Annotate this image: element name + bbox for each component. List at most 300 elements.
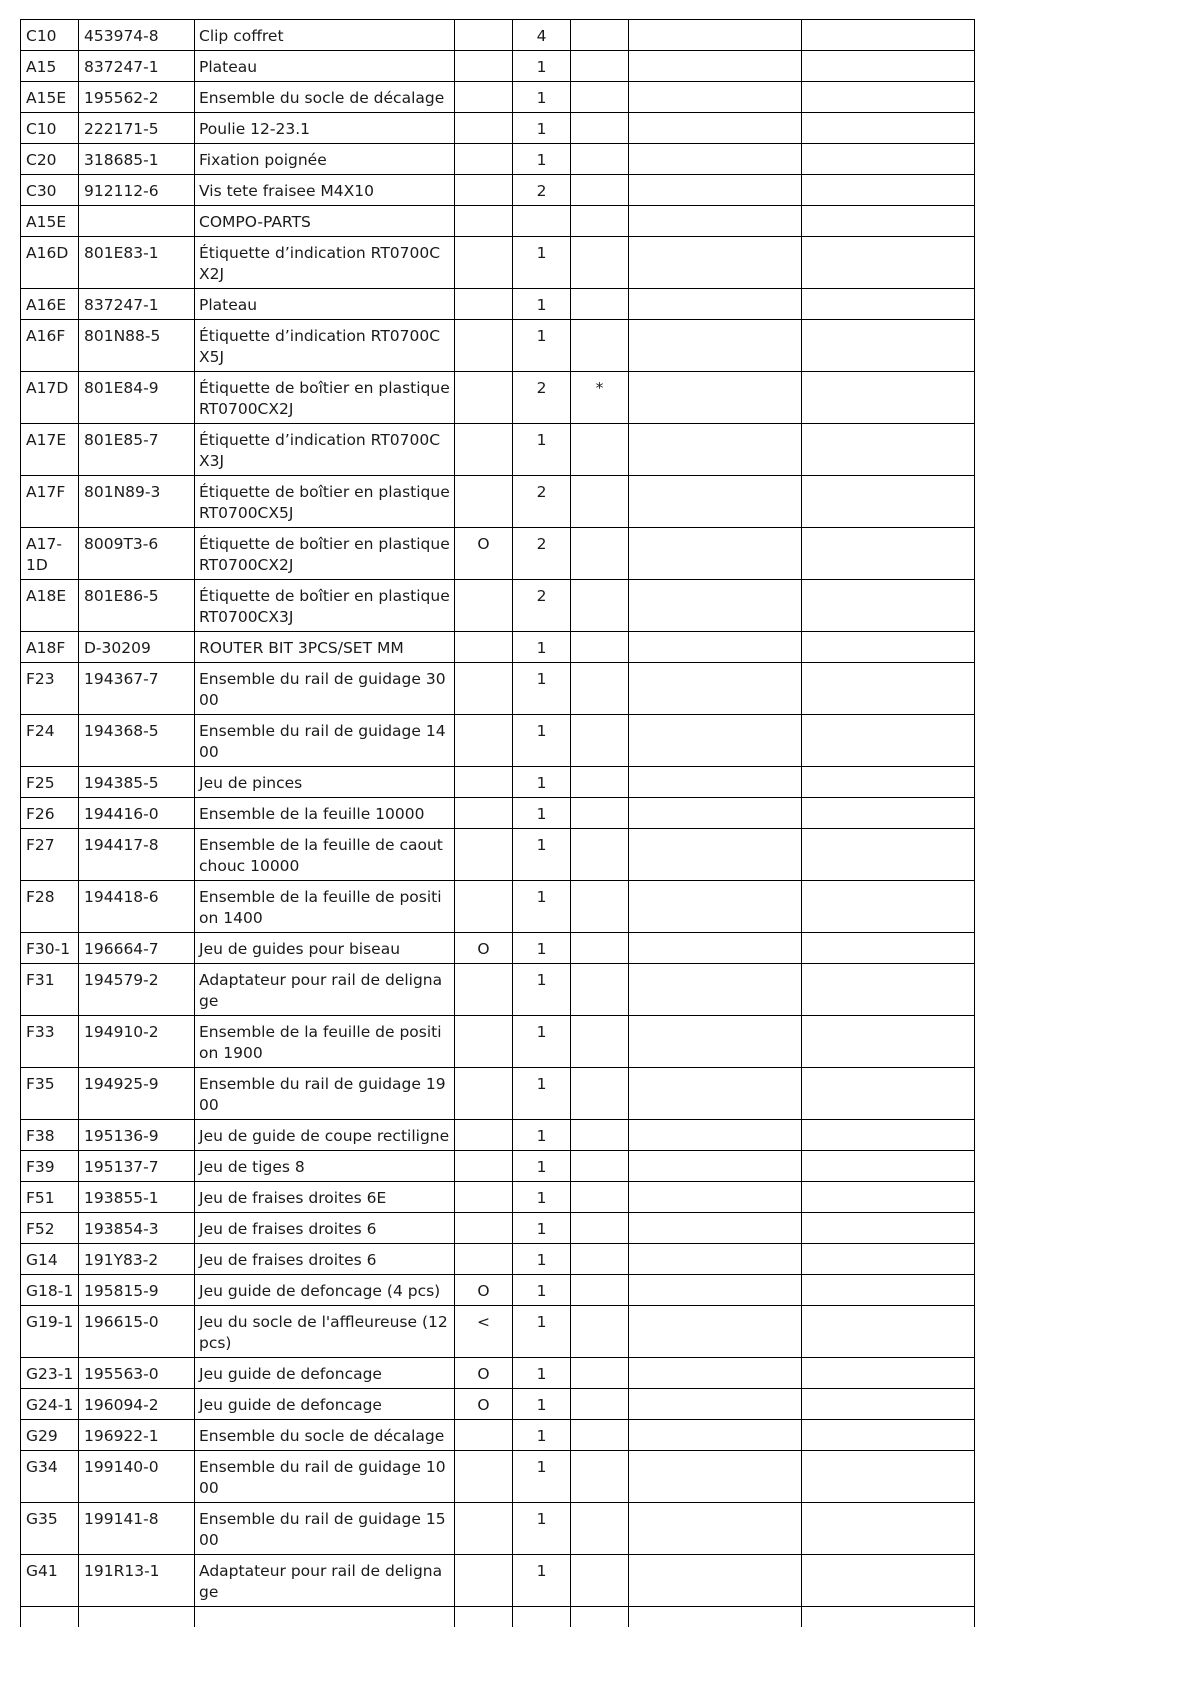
description-cell: Ensemble du rail de guidage 3000: [195, 663, 455, 715]
quantity-cell: 1: [513, 1151, 571, 1182]
quantity-cell: 4: [513, 20, 571, 51]
blank-cell: [802, 1213, 975, 1244]
part-number-cell: 194925-9: [79, 1068, 195, 1120]
blank-cell: [802, 1244, 975, 1275]
table-row: [21, 933, 975, 964]
mark-cell: [455, 798, 513, 829]
note-cell: [571, 632, 629, 663]
description-cell: Étiquette de boîtier en plastique RT0700CX2J: [195, 528, 455, 580]
part-number-cell: 222171-5: [79, 113, 195, 144]
quantity-cell: 1: [513, 1120, 571, 1151]
mark-cell: [455, 632, 513, 663]
part-number-cell: 196615-0: [79, 1306, 195, 1358]
ref-cell: G14: [21, 1244, 79, 1275]
note-cell: [571, 1306, 629, 1358]
table-row: [21, 798, 975, 829]
part-number-cell: 196664-7: [79, 933, 195, 964]
note-cell: [571, 1068, 629, 1120]
blank-cell: [629, 798, 802, 829]
quantity-cell: 1: [513, 144, 571, 175]
blank-cell: [802, 206, 975, 237]
blank-cell: [802, 424, 975, 476]
quantity-cell: 1: [513, 1503, 571, 1555]
part-number-cell: 199140-0: [79, 1451, 195, 1503]
quantity-cell: 1: [513, 663, 571, 715]
part-number-cell: 199141-8: [79, 1503, 195, 1555]
note-cell: [571, 1213, 629, 1244]
table-row: [21, 632, 975, 663]
part-number-cell: 801E86-5: [79, 580, 195, 632]
quantity-cell: 1: [513, 829, 571, 881]
ref-cell: A15E: [21, 82, 79, 113]
blank-cell: [802, 632, 975, 663]
blank-cell: [629, 1151, 802, 1182]
ref-cell: A15: [21, 51, 79, 82]
blank-cell: [802, 1306, 975, 1358]
mark-cell: [455, 144, 513, 175]
note-cell: [571, 1120, 629, 1151]
part-number-cell: 195815-9: [79, 1275, 195, 1306]
blank-cell: [802, 964, 975, 1016]
quantity-cell: 1: [513, 881, 571, 933]
blank-cell: [629, 663, 802, 715]
ref-cell: F28: [21, 881, 79, 933]
blank-cell: [802, 320, 975, 372]
mark-cell: [455, 175, 513, 206]
table-row: [21, 237, 975, 289]
description-cell: Plateau: [195, 289, 455, 320]
ref-cell: A15E: [21, 206, 79, 237]
blank-cell: [629, 1389, 802, 1420]
blank-cell: [79, 1607, 195, 1628]
blank-cell: [802, 237, 975, 289]
part-number-cell: 8009T3-6: [79, 528, 195, 580]
blank-cell: [629, 237, 802, 289]
table-row: [21, 51, 975, 82]
blank-cell: [629, 933, 802, 964]
ref-cell: A17F: [21, 476, 79, 528]
quantity-cell: 1: [513, 1068, 571, 1120]
description-cell: Jeu de fraises droites 6E: [195, 1182, 455, 1213]
description-cell: Ensemble du socle de décalage: [195, 1420, 455, 1451]
quantity-cell: 1: [513, 767, 571, 798]
mark-cell: O: [455, 1389, 513, 1420]
description-cell: Ensemble du rail de guidage 1500: [195, 1503, 455, 1555]
note-cell: [571, 1016, 629, 1068]
note-cell: [571, 1182, 629, 1213]
description-cell: Jeu guide de defoncage (4 pcs): [195, 1275, 455, 1306]
part-number-cell: 194417-8: [79, 829, 195, 881]
table-row: [21, 767, 975, 798]
blank-cell: [629, 476, 802, 528]
note-cell: [571, 1555, 629, 1607]
blank-cell: [802, 20, 975, 51]
part-number-cell: 194385-5: [79, 767, 195, 798]
blank-cell: [629, 964, 802, 1016]
description-cell: Jeu de guide de coupe rectiligne: [195, 1120, 455, 1151]
ref-cell: G35: [21, 1503, 79, 1555]
table-row: [21, 175, 975, 206]
blank-cell: [629, 528, 802, 580]
ref-cell: G18-1: [21, 1275, 79, 1306]
table-row: [21, 372, 975, 424]
table-row: [21, 1213, 975, 1244]
mark-cell: [455, 663, 513, 715]
ref-cell: F26: [21, 798, 79, 829]
ref-cell: F35: [21, 1068, 79, 1120]
description-cell: Vis tete fraisee M4X10: [195, 175, 455, 206]
description-cell: Ensemble de la feuille de position 1400: [195, 881, 455, 933]
description-cell: Jeu de tiges 8: [195, 1151, 455, 1182]
quantity-cell: 1: [513, 237, 571, 289]
blank-cell: [629, 1306, 802, 1358]
table-row: [21, 1306, 975, 1358]
note-cell: [571, 20, 629, 51]
blank-cell: [629, 20, 802, 51]
mark-cell: [455, 113, 513, 144]
ref-cell: F23: [21, 663, 79, 715]
ref-cell: A18E: [21, 580, 79, 632]
description-cell: Fixation poignée: [195, 144, 455, 175]
ref-cell: F31: [21, 964, 79, 1016]
ref-cell: C10: [21, 113, 79, 144]
table-row: [21, 1389, 975, 1420]
blank-cell: [802, 51, 975, 82]
blank-cell: [629, 1358, 802, 1389]
mark-cell: [455, 476, 513, 528]
ref-cell: A17E: [21, 424, 79, 476]
mark-cell: [455, 1151, 513, 1182]
note-cell: [571, 1358, 629, 1389]
blank-cell: [802, 715, 975, 767]
note-cell: [571, 1275, 629, 1306]
table-row: [21, 113, 975, 144]
ref-cell: F38: [21, 1120, 79, 1151]
quantity-cell: 1: [513, 1016, 571, 1068]
blank-cell: [629, 206, 802, 237]
ref-cell: A18F: [21, 632, 79, 663]
blank-cell: [802, 1503, 975, 1555]
quantity-cell: 1: [513, 424, 571, 476]
description-cell: Ensemble du rail de guidage 1000: [195, 1451, 455, 1503]
note-cell: [571, 964, 629, 1016]
blank-cell: [629, 1120, 802, 1151]
description-cell: Jeu du socle de l'affleureuse (12 pcs): [195, 1306, 455, 1358]
quantity-cell: 1: [513, 1306, 571, 1358]
description-cell: Étiquette d’indication RT0700CX2J: [195, 237, 455, 289]
quantity-cell: 1: [513, 798, 571, 829]
description-cell: Adaptateur pour rail de delignage: [195, 1555, 455, 1607]
description-cell: Ensemble du rail de guidage 1400: [195, 715, 455, 767]
blank-cell: [629, 1182, 802, 1213]
blank-cell: [802, 528, 975, 580]
note-cell: *: [571, 372, 629, 424]
ref-cell: F24: [21, 715, 79, 767]
mark-cell: [455, 1451, 513, 1503]
table-row: [21, 528, 975, 580]
blank-cell: [629, 82, 802, 113]
note-cell: [571, 715, 629, 767]
mark-cell: [455, 20, 513, 51]
ref-cell: F25: [21, 767, 79, 798]
mark-cell: [455, 1182, 513, 1213]
blank-cell: [802, 175, 975, 206]
table-row: [21, 82, 975, 113]
blank-cell: [571, 1607, 629, 1628]
note-cell: [571, 663, 629, 715]
mark-cell: [455, 1016, 513, 1068]
quantity-cell: 2: [513, 476, 571, 528]
part-number-cell: 196094-2: [79, 1389, 195, 1420]
blank-cell: [629, 1068, 802, 1120]
ref-cell: A16F: [21, 320, 79, 372]
table-row: [21, 1120, 975, 1151]
mark-cell: [455, 715, 513, 767]
quantity-cell: 1: [513, 1244, 571, 1275]
note-cell: [571, 206, 629, 237]
mark-cell: [455, 237, 513, 289]
ref-cell: G23-1: [21, 1358, 79, 1389]
ref-cell: G34: [21, 1451, 79, 1503]
blank-cell: [802, 1068, 975, 1120]
ref-cell: A17-1D: [21, 528, 79, 580]
blank-cell: [629, 144, 802, 175]
note-cell: [571, 1389, 629, 1420]
part-number-cell: 801N89-3: [79, 476, 195, 528]
part-number-cell: 912112-6: [79, 175, 195, 206]
quantity-cell: 2: [513, 528, 571, 580]
mark-cell: [455, 206, 513, 237]
note-cell: [571, 1244, 629, 1275]
note-cell: [571, 798, 629, 829]
mark-cell: [455, 767, 513, 798]
table-row: [21, 1503, 975, 1555]
table-row: [21, 881, 975, 933]
mark-cell: [455, 1244, 513, 1275]
mark-cell: [455, 1120, 513, 1151]
description-cell: Étiquette de boîtier en plastique RT0700CX2J: [195, 372, 455, 424]
description-cell: Ensemble du socle de décalage: [195, 82, 455, 113]
blank-cell: [629, 320, 802, 372]
description-cell: Adaptateur pour rail de delignage: [195, 964, 455, 1016]
description-cell: Jeu de pinces: [195, 767, 455, 798]
note-cell: [571, 881, 629, 933]
quantity-cell: 1: [513, 113, 571, 144]
table-row: [21, 663, 975, 715]
table-row: [21, 1244, 975, 1275]
mark-cell: [455, 1068, 513, 1120]
part-number-cell: 191R13-1: [79, 1555, 195, 1607]
quantity-cell: 1: [513, 715, 571, 767]
mark-cell: [455, 1555, 513, 1607]
description-cell: Clip coffret: [195, 20, 455, 51]
quantity-cell: 1: [513, 1555, 571, 1607]
description-cell: Jeu de guides pour biseau: [195, 933, 455, 964]
description-cell: Poulie 12-23.1: [195, 113, 455, 144]
blank-cell: [629, 829, 802, 881]
table-row: [21, 715, 975, 767]
part-number-cell: 194579-2: [79, 964, 195, 1016]
quantity-cell: 1: [513, 632, 571, 663]
blank-cell: [629, 1016, 802, 1068]
blank-cell: [629, 1607, 802, 1628]
blank-cell: [802, 663, 975, 715]
note-cell: [571, 1420, 629, 1451]
ref-cell: A17D: [21, 372, 79, 424]
table-row: [21, 1068, 975, 1120]
note-cell: [571, 237, 629, 289]
ref-cell: G41: [21, 1555, 79, 1607]
ref-cell: F52: [21, 1213, 79, 1244]
quantity-cell: 1: [513, 1275, 571, 1306]
note-cell: [571, 1151, 629, 1182]
table-row: [21, 476, 975, 528]
ref-cell: F51: [21, 1182, 79, 1213]
mark-cell: [455, 320, 513, 372]
blank-cell: [802, 798, 975, 829]
description-cell: Jeu de fraises droites 6: [195, 1213, 455, 1244]
quantity-cell: 2: [513, 580, 571, 632]
mark-cell: [455, 1213, 513, 1244]
quantity-cell: 1: [513, 1389, 571, 1420]
blank-cell: [802, 1151, 975, 1182]
blank-cell: [802, 476, 975, 528]
blank-cell: [802, 289, 975, 320]
description-cell: ROUTER BIT 3PCS/SET MM: [195, 632, 455, 663]
blank-cell: [629, 715, 802, 767]
table-row: [21, 289, 975, 320]
part-number-cell: [79, 206, 195, 237]
mark-cell: O: [455, 1275, 513, 1306]
quantity-cell: 1: [513, 1420, 571, 1451]
part-number-cell: 318685-1: [79, 144, 195, 175]
mark-cell: O: [455, 933, 513, 964]
blank-cell: [629, 1213, 802, 1244]
ref-cell: G19-1: [21, 1306, 79, 1358]
blank-cell: [802, 1120, 975, 1151]
blank-cell: [629, 289, 802, 320]
part-number-cell: D-30209: [79, 632, 195, 663]
note-cell: [571, 1451, 629, 1503]
ref-cell: A16D: [21, 237, 79, 289]
part-number-cell: 837247-1: [79, 51, 195, 82]
quantity-cell: 1: [513, 964, 571, 1016]
blank-cell: [629, 767, 802, 798]
description-cell: Jeu guide de defoncage: [195, 1389, 455, 1420]
quantity-cell: 1: [513, 1182, 571, 1213]
table-row-continued: [21, 1607, 975, 1628]
note-cell: [571, 113, 629, 144]
blank-cell: [629, 580, 802, 632]
blank-cell: [629, 51, 802, 82]
ref-cell: C20: [21, 144, 79, 175]
note-cell: [571, 320, 629, 372]
blank-cell: [195, 1607, 455, 1628]
part-number-cell: 194910-2: [79, 1016, 195, 1068]
note-cell: [571, 767, 629, 798]
mark-cell: [455, 372, 513, 424]
quantity-cell: 1: [513, 320, 571, 372]
blank-cell: [802, 580, 975, 632]
mark-cell: [455, 1420, 513, 1451]
blank-cell: [629, 372, 802, 424]
part-number-cell: 194368-5: [79, 715, 195, 767]
part-number-cell: 195137-7: [79, 1151, 195, 1182]
description-cell: Étiquette de boîtier en plastique RT0700CX3J: [195, 580, 455, 632]
blank-cell: [629, 1244, 802, 1275]
mark-cell: [455, 1503, 513, 1555]
blank-cell: [802, 829, 975, 881]
table-row: [21, 1451, 975, 1503]
mark-cell: <: [455, 1306, 513, 1358]
blank-cell: [629, 424, 802, 476]
description-cell: Jeu guide de defoncage: [195, 1358, 455, 1389]
mark-cell: O: [455, 528, 513, 580]
note-cell: [571, 829, 629, 881]
blank-cell: [802, 767, 975, 798]
table-row: [21, 1358, 975, 1389]
blank-cell: [629, 1503, 802, 1555]
part-number-cell: 801E84-9: [79, 372, 195, 424]
blank-cell: [802, 113, 975, 144]
description-cell: Ensemble du rail de guidage 1900: [195, 1068, 455, 1120]
part-number-cell: 453974-8: [79, 20, 195, 51]
quantity-cell: 1: [513, 51, 571, 82]
note-cell: [571, 175, 629, 206]
description-cell: Ensemble de la feuille de position 1900: [195, 1016, 455, 1068]
part-number-cell: 193855-1: [79, 1182, 195, 1213]
description-cell: Étiquette de boîtier en plastique RT0700CX5J: [195, 476, 455, 528]
part-number-cell: 194418-6: [79, 881, 195, 933]
mark-cell: [455, 829, 513, 881]
quantity-cell: 2: [513, 175, 571, 206]
ref-cell: F33: [21, 1016, 79, 1068]
ref-cell: F27: [21, 829, 79, 881]
table-row: [21, 1182, 975, 1213]
description-cell: Étiquette d’indication RT0700CX3J: [195, 424, 455, 476]
table-row: [21, 1555, 975, 1607]
table-row: [21, 1275, 975, 1306]
blank-cell: [629, 1451, 802, 1503]
table-row: [21, 320, 975, 372]
quantity-cell: 1: [513, 82, 571, 113]
note-cell: [571, 424, 629, 476]
blank-cell: [802, 1607, 975, 1628]
blank-cell: [629, 881, 802, 933]
table-row: [21, 1151, 975, 1182]
quantity-cell: 1: [513, 289, 571, 320]
part-number-cell: 196922-1: [79, 1420, 195, 1451]
mark-cell: [455, 289, 513, 320]
mark-cell: [455, 580, 513, 632]
note-cell: [571, 476, 629, 528]
mark-cell: [455, 424, 513, 476]
blank-cell: [629, 113, 802, 144]
description-cell: Ensemble de la feuille 10000: [195, 798, 455, 829]
mark-cell: [455, 881, 513, 933]
part-number-cell: 195563-0: [79, 1358, 195, 1389]
blank-cell: [802, 881, 975, 933]
blank-cell: [629, 175, 802, 206]
ref-cell: F30-1: [21, 933, 79, 964]
description-cell: Étiquette d’indication RT0700CX5J: [195, 320, 455, 372]
blank-cell: [455, 1607, 513, 1628]
description-cell: Plateau: [195, 51, 455, 82]
ref-cell: C30: [21, 175, 79, 206]
ref-cell: A16E: [21, 289, 79, 320]
part-number-cell: 801E83-1: [79, 237, 195, 289]
table-row: [21, 580, 975, 632]
